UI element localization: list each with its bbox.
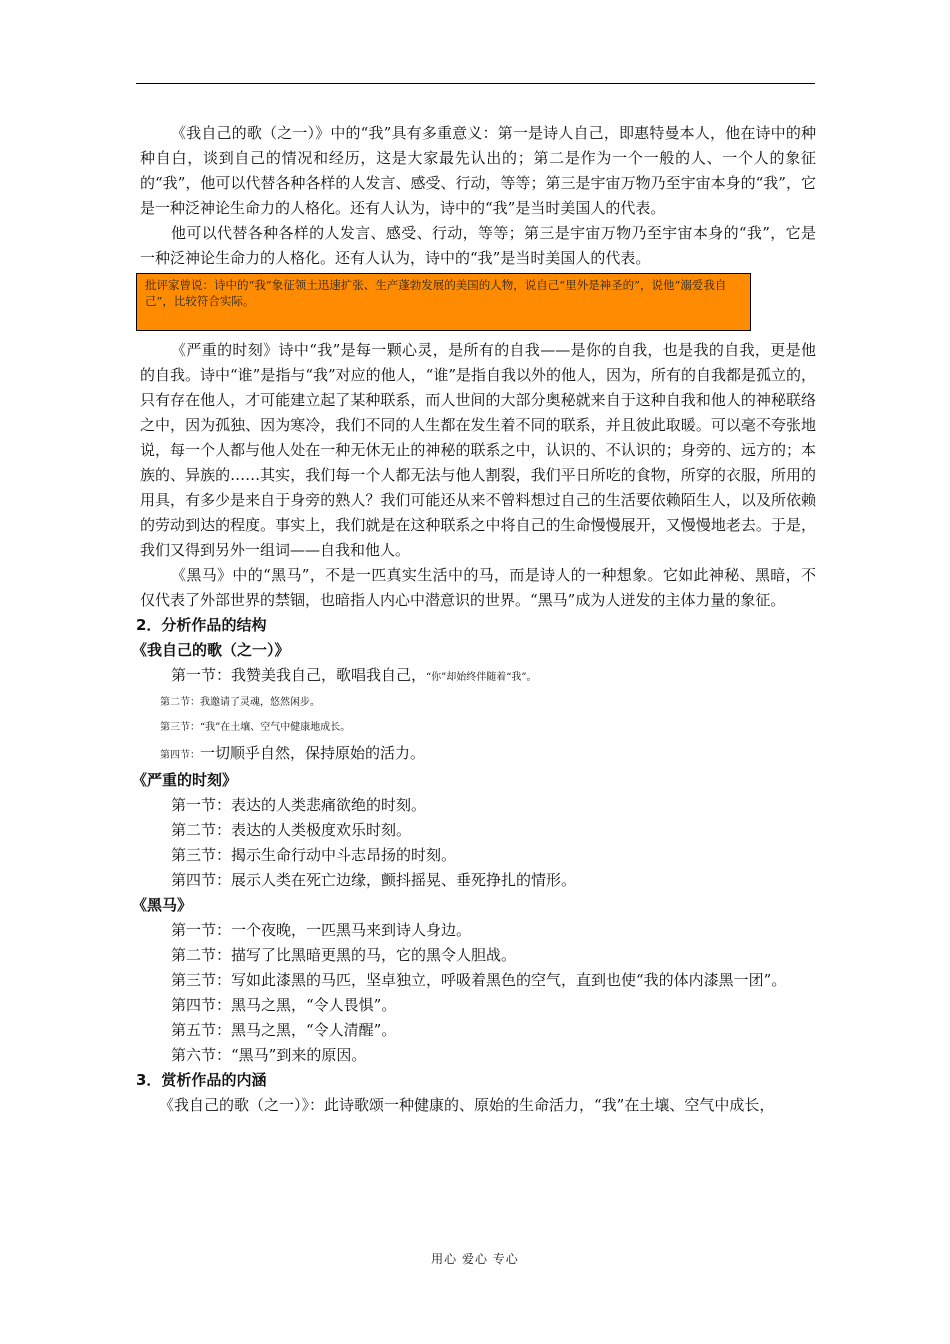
song-stanza-4 (140, 740, 816, 768)
page-footer: 用心 爱心 专心 (431, 1252, 519, 1266)
horse-stanza-4: 第四节：黑马之黑，“令人畏惧”。 (171, 996, 397, 1014)
horse-stanza-5: 第五节：黑马之黑，“令人清醒”。 (171, 1021, 397, 1039)
song-stanza-1-main: 第一节：我赞美我自己，歌唱我自己， (171, 666, 427, 684)
song-stanza-1-note: “你”却始终伴随着“我”。 (426, 672, 537, 683)
horse-stanza-2: 第二节：描写了比黑暗更黑的马，它的黑令人胆战。 (171, 946, 517, 964)
paragraph-serious-moment: 《严重的时刻》诗中“我”是每一颗心灵，是所有的自我——是你的自我，也是我的自我，更是他的自我。诗中“谁”是指与“我”对应的他人，“谁”是指自我以外的他人，因为，所有的自我都是孤立的，只有存在他人，才可能建立起了某种联系，而人世间的大部分奥秘就来自于这种自我和他人的神秘联络之中，因为孤独、因为寒冷，我们不同的人生都在发生着不同的联系，并且彼此取暖。可以毫不夸张地说，每一个人都与他人处在一种无休无止的神秘的联系之中，认识的、不认识的；身旁的、远方的；本族的、异族的……其实，我们每一个人都无法与他人割裂，我们平日所吃的食物，所穿的衣服，所用的用具，有多少是来自于身旁的熟人？我们可能还从来不曾料想过自己的生活要依赖陌生人，以及所依赖的劳动到达的程度。事实上，我们就是在这种联系之中将自己的生命慢慢展开，又慢慢地老去。于是，我们又得到另外一组词——自我和他人。 (140, 341, 817, 559)
critic-callout-box (136, 273, 751, 331)
poem-title-song: 《我自己的歌（之一）》 (132, 641, 290, 659)
paragraph-song-appreciation: 《我自己的歌（之一）》：此诗歌颂一种健康的、原始的生命活力，“我”在土壤、空气中成长， (159, 1096, 775, 1114)
section-heading-meaning: 3．赏析作品的内涵 (136, 1071, 267, 1089)
serious-stanza-1: 第一节：表达的人类悲痛欲绝的时刻。 (171, 796, 427, 814)
serious-stanza-2: 第二节：表达的人类极度欢乐时刻。 (171, 821, 412, 839)
horse-stanza-3: 第三节：写如此漆黑的马匹，坚卓独立，呼吸着黑色的空气，直到也使“我的体内漆黑一团”。 (171, 971, 787, 989)
paragraph-song-meaning: 《我自己的歌（之一）》中的“我”具有多重意义：第一是诗人自己，即惠特曼本人，他在诗中的种种自白，谈到自己的情况和经历，这是大家最先认出的；第二是作为一个一般的人、一个人的象征的“我”，他可以代替各种各样的人发言、感受、行动，等等；第三是宇宙万物乃至宇宙本身的“我”，它是一种泛神论生命力的人格化。还有人认为，诗中的“我”是当时美国人的代表。 (140, 124, 816, 217)
song-stanza-4-label: 第四节： (160, 750, 200, 761)
serious-stanza-4: 第四节：展示人类在死亡边缘，颤抖摇晃、垂死挣扎的情形。 (171, 871, 577, 889)
header-rule (136, 83, 815, 84)
song-stanza-1 (140, 663, 816, 690)
song-stanza-2: 第二节：我邀请了灵魂，悠然闲步。 (160, 697, 320, 708)
song-stanza-3: 第三节：“我”在土壤、空气中健康地成长。 (160, 722, 351, 733)
paragraph-black-horse: 《黑马》中的“黑马”，不是一匹真实生活中的马，而是诗人的一种想象。它如此神秘、黑暗，不仅代表了外部世界的禁锢，也暗指人内心中潜意识的世界。“黑马”成为人迸发的主体力量的象征。 (140, 566, 816, 609)
horse-stanza-6: 第六节：“黑马”到来的原因。 (171, 1046, 367, 1064)
serious-stanza-3: 第三节：揭示生命行动中斗志昂扬的时刻。 (171, 846, 457, 864)
paragraph-song-repeat: 他可以代替各种各样的人发言、感受、行动，等等；第三是宇宙万物乃至宇宙本身的“我”，它是一种泛神论生命力的人格化。还有人认为，诗中的“我”是当时美国人的代表。 (140, 224, 816, 267)
poem-title-horse: 《黑马》 (132, 896, 193, 914)
critic-callout-text: 批评家曾说：诗中的“我”象征领土迅速扩张、生产蓬勃发展的美国的人物，说自己“里外是神圣的”，说他“溺爱我自己”，比较符合实际。 (145, 278, 727, 308)
page-body (132, 121, 817, 1118)
poem-title-serious: 《严重的时刻》 (132, 771, 238, 789)
section-heading-structure: 2．分析作品的结构 (136, 616, 267, 634)
horse-stanza-1: 第一节：一个夜晚，一匹黑马来到诗人身边。 (171, 921, 472, 939)
song-stanza-4-main: 一切顺乎自然，保持原始的活力。 (200, 744, 426, 762)
